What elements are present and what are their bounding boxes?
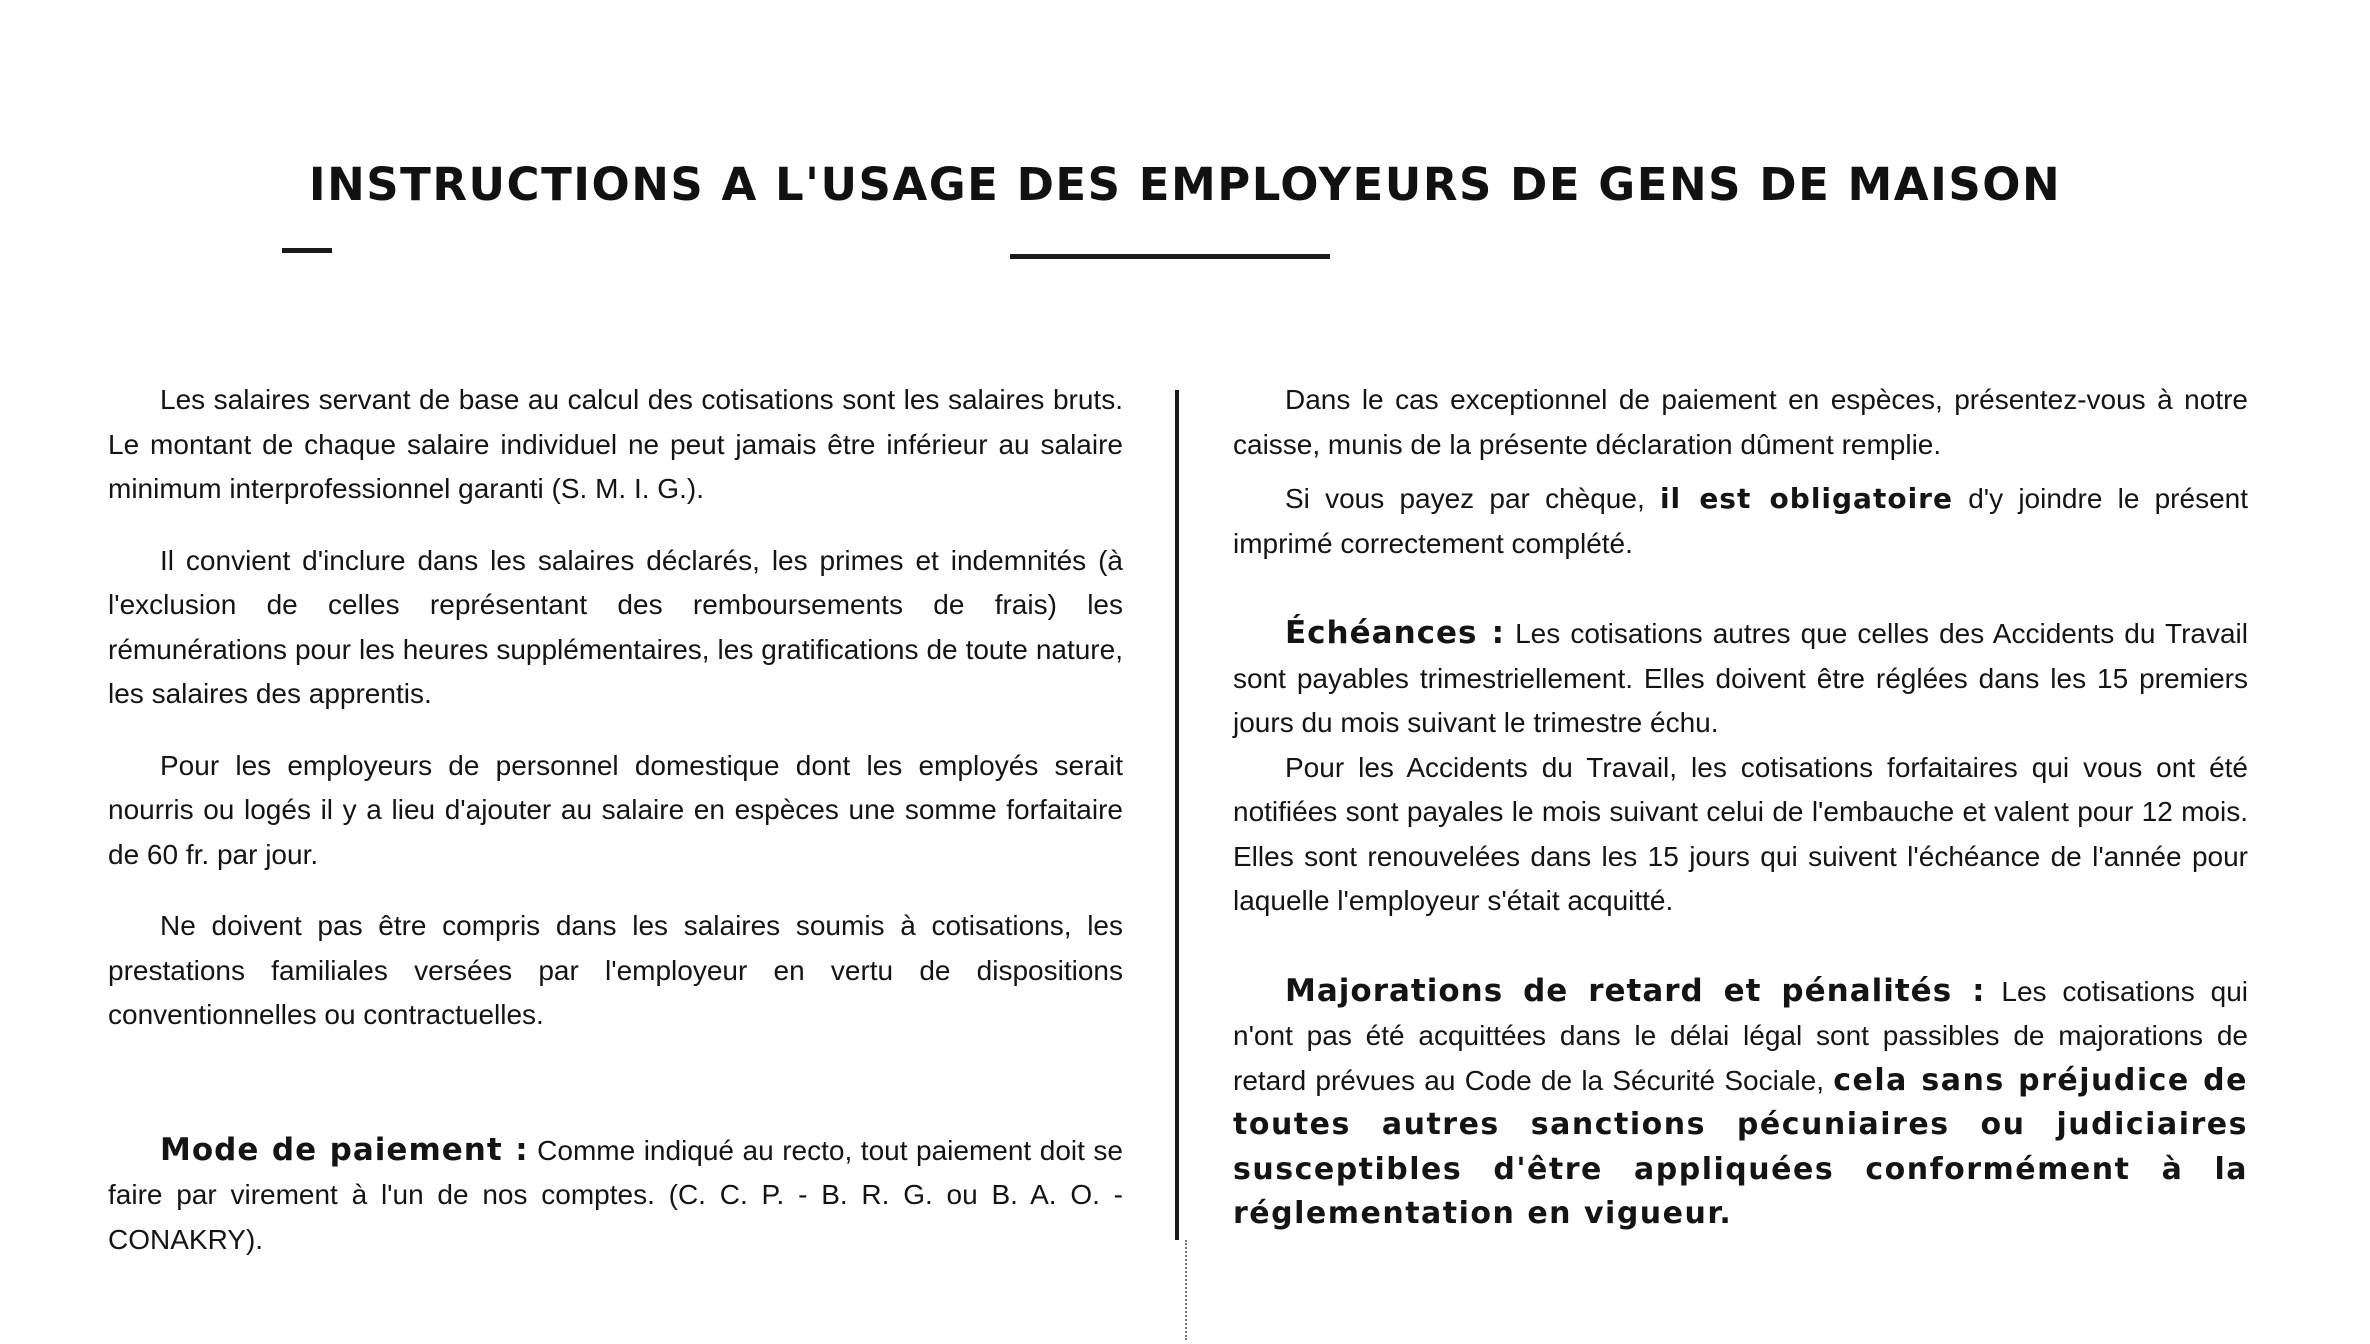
text-majorations-strong: cela sans préjudice de toutes autres sanctions pécuniaires ou judiciaires susceptibles d'être appliquées conformément à la réglementation en vigueur. [1233, 1062, 2249, 1231]
margin-dash [282, 248, 332, 253]
paragraph-salaires-bruts: Les salaires servant de base au calcul des cotisations sont les salaires bruts. Le montant de chaque salaire individuel ne peut jamais être inférieur au salaire minimum interprofessionnel garanti (S. M. I. G.). [108, 384, 1123, 504]
column-divider [1175, 390, 1179, 1240]
paragraph-paiement-especes: Dans le cas exceptionnel de paiement en espèces, présentez-vous à notre caisse, munis de la présente déclaration dûment remplie. [1233, 384, 2248, 460]
page-title: INSTRUCTIONS A L'USAGE DES EMPLOYEURS DE GENS DE MAISON [308, 158, 2062, 211]
text-cheque-strong: il est obligatoire [1659, 482, 1953, 515]
title-underline [1010, 254, 1330, 259]
paragraph-mode-paiement [108, 1128, 1123, 1263]
column-divider-dotted [1185, 1240, 1189, 1340]
paragraph-majorations [1233, 969, 2248, 1237]
heading-echeances: Échéances : [1285, 615, 1505, 651]
text-mode-paiement: Comme indiqué au recto, tout paiement doit se faire par virement à l'un de nos comptes. (C. C. P. - B. R. G. ou B. A. O. - CONAKRY). [108, 1134, 1124, 1255]
left-column [108, 378, 1123, 1262]
paragraph-prestations-familiales: Ne doivent pas être compris dans les salaires soumis à cotisations, les prestations familiales versées par l'employeur en vertu de dispositions conventionnelles ou contractuelles. [108, 910, 1123, 1030]
text-cheque-a: Si vous payez par chèque, [1285, 483, 1660, 514]
paragraph-accidents-travail: Pour les Accidents du Travail, les cotisations forfaitaires qui vous ont été notifiées sont payales le mois suivant celui de l'embauche et valent pour 12 mois. Elles sont renouvelées dans les 15 jours qui suivent l'échéance de l'année pour laquelle l'employeur s'était acquitté. [1233, 751, 2248, 916]
paragraph-primes-indemnites: Il convient d'inclure dans les salaires déclarés, les primes et indemnités (à l'exclusion de celles représentant des remboursements de frais) les rémunérations pour les heures supplémentaires, les gratifications de toute nature, les salaires des apprentis. [108, 544, 1123, 709]
text-echeances: Les cotisations autres que celles des Accidents du Travail sont payables trimestriellement. Elles doivent être réglées dans les 15 premiers jours du mois suivant le trimestre échu. [1233, 618, 2248, 738]
paragraph-echeances [1233, 611, 2248, 746]
right-column [1233, 378, 2248, 1237]
heading-mode-paiement: Mode de paiement : [160, 1131, 529, 1168]
paragraph-personnel-domestique: Pour les employeurs de personnel domestique dont les employés serait nourris ou logés il y a lieu d'ajouter au salaire en espèces une somme forfaitaire de 60 fr. par jour. [108, 749, 1123, 870]
heading-majorations: Majorations de retard et pénalités : [1285, 972, 1986, 1009]
text-majorations: Les cotisations qui n'ont pas été acquittées dans le délai légal sont passibles de majorations de retard prévues au Code de la Sécurité Sociale, [1233, 975, 2248, 1096]
text-cheque-b: d'y joindre le présent imprimé correctement complété. [1233, 483, 2248, 559]
paragraph-paiement-cheque [1233, 477, 2248, 566]
